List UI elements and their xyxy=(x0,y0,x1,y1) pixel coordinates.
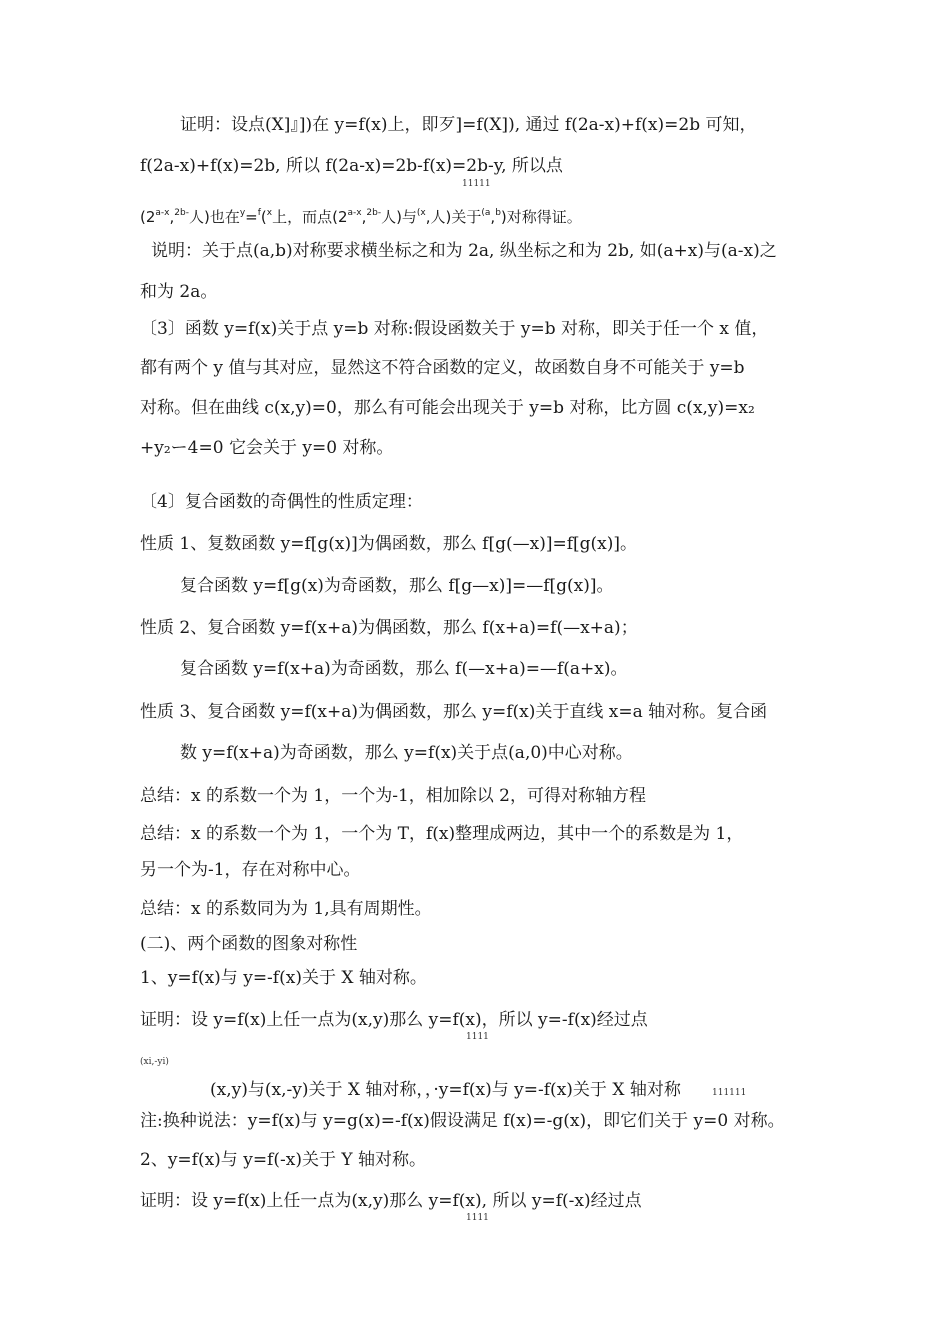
superscript: x xyxy=(266,208,273,218)
text-line: 性质 2、复合函数 y=f(x+a)为偶函数，那么 f(x+a)=f(—x+a)； xyxy=(140,618,638,638)
text-line: 对称。但在曲线 c(x,y)=0，那么有可能会出现关于 y=b 对称，比方圆 c(x,y)=x₂ xyxy=(140,398,755,418)
text-line: +y₂ー4=0 它会关于 y=0 对称。 xyxy=(140,438,394,458)
text-line: 总结：x 的系数一个为 1，一个为 T，f(x)整理成两边，其中一个的系数是为 1， xyxy=(140,824,744,844)
text-fragment: 上，而点(2 xyxy=(272,208,348,226)
text-line: 数 y=f(x+a)为奇函数，那么 y=f(x)关于点(a,0)中心对称。 xyxy=(180,743,633,763)
section-heading: (二)、两个函数的图象对称性 xyxy=(140,934,358,954)
superscript: b xyxy=(495,208,501,218)
point-label: (xi,-yi) xyxy=(140,1057,169,1067)
text-line: 〔3〕函数 y=f(x)关于点 y=b 对称:假设函数关于 y=b 对称，即关于任一个 x 值， xyxy=(140,319,769,339)
text-line: 另一个为-1，存在对称中心。 xyxy=(140,860,361,880)
subscript-label: 11111 xyxy=(462,179,491,189)
text-line: 证明：设 y=f(x)上任一点为(x,y)那么 y=f(x)，所以 y=-f(x)经过点 xyxy=(140,1010,648,1030)
text-line: 复合函数 y=f(x+a)为奇函数，那么 f(—x+a)=—f(a+x)。 xyxy=(180,659,628,679)
subscript-label: 1111 xyxy=(466,1032,489,1042)
text-line: 性质 1、复数函数 y=f[g(x)]为偶函数，那么 f[g(—x)]=f[g(x)]。 xyxy=(140,534,637,554)
superscript: (x xyxy=(416,208,426,218)
text-line: 性质 3、复合函数 y=f(x+a)为偶函数，那么 y=f(x)关于直线 x=a 轴对称。复合函 xyxy=(140,702,768,722)
text-fragment: , xyxy=(361,208,367,226)
text-fragment: )对称得证。 xyxy=(500,208,582,226)
text-line: 2、y=f(x)与 y=f(-x)关于 Y 轴对称。 xyxy=(140,1150,426,1170)
superscript: y xyxy=(239,208,246,218)
superscript: (a xyxy=(481,208,491,218)
superscript: a-x xyxy=(155,208,170,218)
text-line: 总结：x 的系数一个为 1，一个为-1，相加除以 2，可得对称轴方程 xyxy=(140,786,646,806)
text-fragment: 人)与 xyxy=(381,208,417,226)
text-line: 说明：关于点(a,b)对称要求横坐标之和为 2a, 纵坐标之和为 2b, 如(a+x)与(a-x)之 xyxy=(151,241,777,261)
text-fragment: 人)也在 xyxy=(188,208,240,226)
text-line-with-superscripts xyxy=(140,202,582,228)
subscript-label: 111111 xyxy=(712,1088,747,1098)
superscript: a-x xyxy=(347,208,362,218)
text-line: 都有两个 y 值与其对应，显然这不符合函数的定义，故函数自身不可能关于 y=b xyxy=(140,358,745,378)
text-line: 总结：x 的系数同为为 1,具有周期性。 xyxy=(140,899,432,919)
superscript: 2b- xyxy=(366,208,382,218)
subscript-label: 1111 xyxy=(466,1213,489,1223)
text-fragment: = xyxy=(245,208,258,226)
superscript: 2b- xyxy=(174,208,189,218)
text-fragment: ,人)关于 xyxy=(425,208,482,226)
superscript: f xyxy=(257,208,261,218)
text-line: 注:换种说法：y=f(x)与 y=g(x)=-f(x)假设满足 f(x)=-g(x)，即它们关于 y=0 对称。 xyxy=(140,1111,785,1131)
text-fragment: , xyxy=(490,208,496,226)
text-fragment: , xyxy=(169,208,175,226)
text-line: (x,y)与(x,-y)关于 X 轴对称，，·y=f(x)与 y=-f(x)关于 X 轴对称 xyxy=(210,1080,681,1100)
text-fragment: (2 xyxy=(140,208,156,226)
text-line: 和为 2a。 xyxy=(140,282,218,302)
text-fragment: ( xyxy=(260,208,267,226)
section-heading: 〔4〕复合函数的奇偶性的性质定理： xyxy=(140,492,423,512)
text-line: 证明：设点(X]』])在 y=f(x)上，即歹]=f(X]), 通过 f(2a-x)+f(x)=2b 可知， xyxy=(180,115,757,135)
text-line: 1、y=f(x)与 y=-f(x)关于 X 轴对称。 xyxy=(140,968,427,988)
text-line: 复合函数 y=f[g(x)为奇函数，那么 f[g—x)]=—f[g(x)]。 xyxy=(180,576,614,596)
text-line: 证明：设 y=f(x)上任一点为(x,y)那么 y=f(x), 所以 y=f(-x)经过点 xyxy=(140,1191,642,1211)
text-line: f(2a-x)+f(x)=2b, 所以 f(2a-x)=2b-f(x)=2b-y, 所以点 xyxy=(140,156,563,176)
